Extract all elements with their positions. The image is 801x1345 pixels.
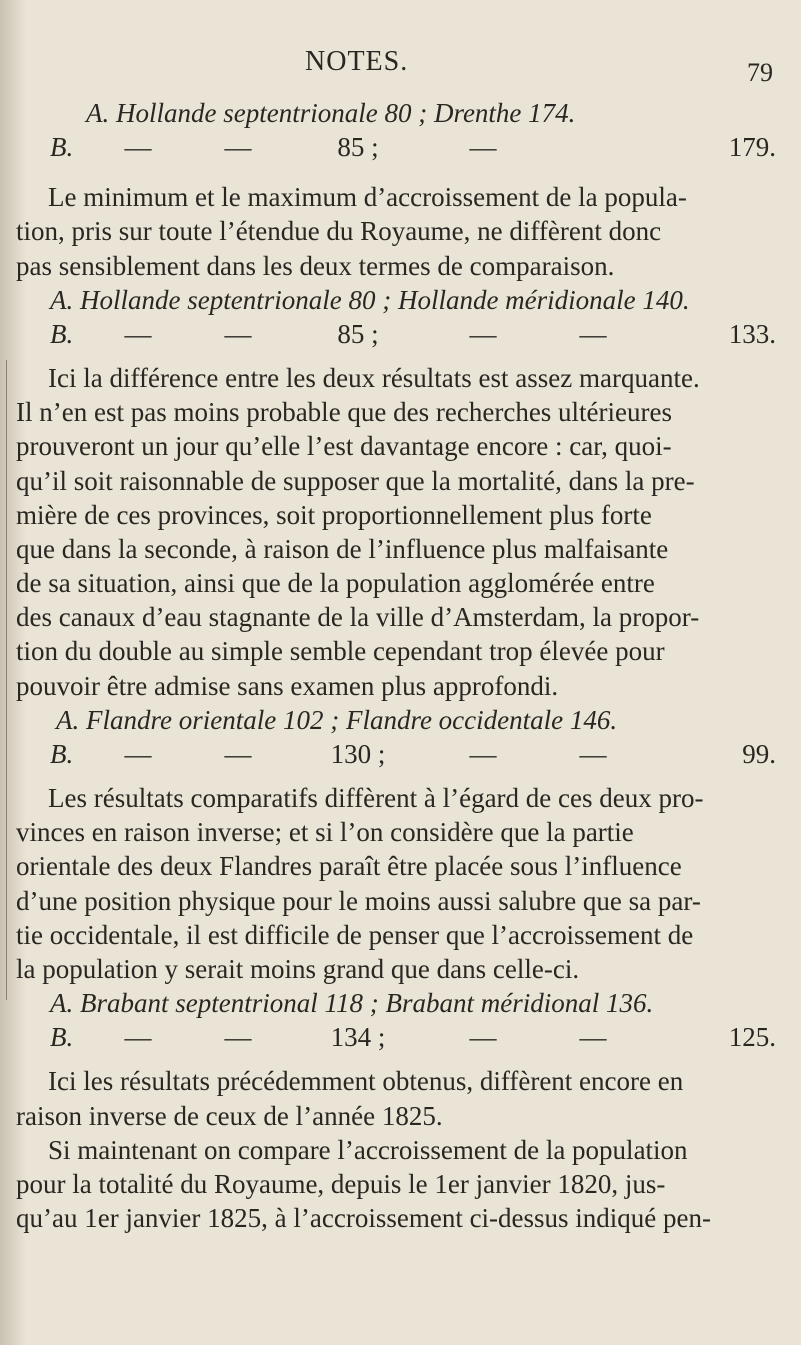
ditto-mark: — [224, 1022, 252, 1053]
running-head: NOTES. [305, 46, 409, 77]
ditto-mark: — [579, 318, 607, 349]
ditto-row-b4 [16, 1020, 778, 1064]
ditto-row-b2 [16, 317, 778, 361]
page-header [0, 46, 801, 86]
paragraph-line: la population y serait moins grand que dans celle-ci. [16, 953, 580, 984]
paragraph-line: mière de ces provinces, soit proportionnellement plus forte [16, 499, 652, 530]
ditto-row-b1 [16, 130, 778, 174]
paragraph-line: Si maintenant on compare l’accroissement de la population [48, 1134, 688, 1165]
paragraph-line: tion, pris sur toute l’étendue du Royaume, ne diffèrent donc [16, 216, 662, 247]
line-provinces-a2: A. Hollande septentrionale 80 ; Hollande méridionale 140. [50, 284, 690, 315]
paragraph-line: pas sensiblement dans les deux termes de comparaison. [16, 250, 615, 281]
paragraph-line: vinces en raison inverse; et si l’on considère que la partie [16, 817, 634, 848]
paragraph-line: que dans la seconde, à raison de l’influence plus malfaisante [16, 533, 669, 564]
line-provinces-a3: A. Flandre orientale 102 ; Flandre occidentale 146. [56, 704, 618, 735]
paragraph-line: d’une position physique pour le moins aussi salubre que sa par- [16, 885, 701, 916]
paragraph-line: de sa situation, ainsi que de la population agglomérée entre [16, 568, 655, 599]
paragraph-line: prouveront un jour qu’elle l’est davantage encore : car, quoi- [16, 431, 672, 462]
row-value: 125. [728, 1022, 776, 1053]
paragraph-line: Ici les résultats précédemment obtenus, diffèrent encore en [48, 1066, 684, 1097]
page-number: 79 [747, 58, 773, 87]
paragraph-line: tion du double au simple semble cependant trop élevée pour [16, 636, 665, 667]
paragraph-line: pouvoir être admise sans examen plus approfondi. [16, 670, 559, 701]
paragraph-line: pour la totalité du Royaume, depuis le 1er janvier 1820, jus- [16, 1168, 666, 1199]
paragraph-line: raison inverse de ceux de l’année 1825. [16, 1100, 443, 1131]
ditto-mark: — [469, 318, 497, 349]
ditto-row-b3 [16, 737, 778, 781]
row-label: B. [50, 739, 74, 769]
paragraph-line: Ici la différence entre les deux résultats est assez marquante. [48, 362, 700, 393]
body-text [16, 96, 778, 1235]
ditto-mark: — [124, 1022, 152, 1053]
paragraph-line: Le minimum et le maximum d’accroissement de la popula- [48, 182, 687, 213]
ditto-mark: — [124, 318, 152, 349]
ditto-mark: — [224, 318, 252, 349]
row-label: B. [50, 1022, 74, 1053]
ditto-mark: — [469, 1022, 497, 1053]
ditto-mark: — [579, 739, 607, 769]
ditto-mark: — [224, 739, 252, 769]
paragraph-line: qu’il soit raisonnable de supposer que la mortalité, dans la pre- [16, 465, 695, 496]
ditto-mark: — [469, 132, 497, 163]
line-provinces-a4: A. Brabant septentrional 118 ; Brabant méridional 136. [50, 988, 654, 1019]
paragraph-line: Les résultats comparatifs diffèrent à l’égard de ces deux pro- [48, 783, 704, 813]
ditto-mark: — [469, 739, 497, 769]
line-provinces-a1: A. Hollande septentrionale 80 ; Drenthe 174. [86, 98, 576, 128]
ditto-mark: — [124, 739, 152, 769]
ditto-mark: — [124, 132, 152, 163]
paragraph-line: des canaux d’eau stagnante de la ville d’Amsterdam, la propor- [16, 602, 700, 633]
paragraph-line: qu’au 1er janvier 1825, à l’accroissement ci-dessus indiqué pen- [16, 1203, 712, 1234]
paragraph-line: tie occidentale, il est difficile de penser que l’accroissement de [16, 919, 694, 950]
ditto-mark: — [579, 1022, 607, 1053]
row-value: 99. [742, 739, 776, 769]
paragraph-line: orientale des deux Flandres paraît être placée sous l’influence [16, 851, 682, 882]
row-value: 134 ; [330, 1022, 386, 1053]
ditto-mark: — [224, 132, 252, 163]
row-value: 85 ; [337, 318, 379, 349]
row-value: 130 ; [330, 739, 386, 769]
paragraph-line: Il n’en est pas moins probable que des recherches ultérieures [16, 397, 673, 428]
row-label: B. [50, 318, 74, 349]
row-label: B. [50, 132, 74, 163]
row-value: 133. [728, 318, 776, 349]
row-value: 85 ; [337, 132, 379, 163]
row-value: 179. [728, 132, 776, 163]
